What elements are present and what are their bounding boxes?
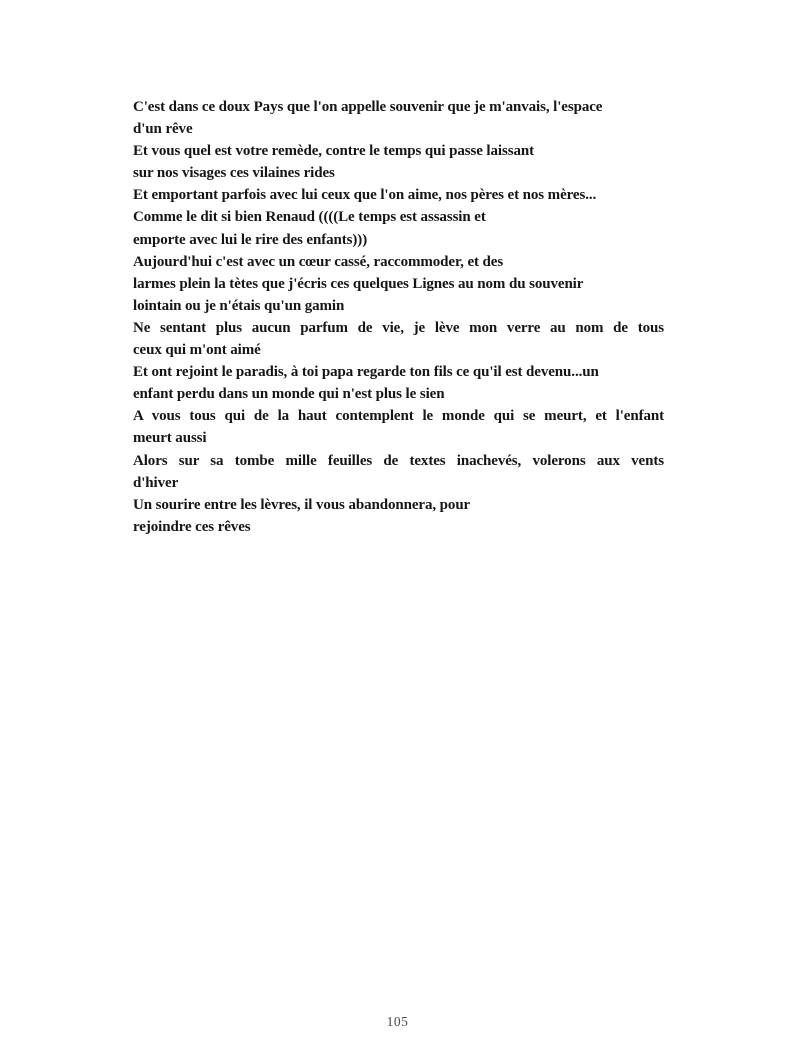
text-line: Un sourire entre les lèvres, il vous abandonnera, pour xyxy=(133,496,471,513)
text-line: sur nos visages ces vilaines rides xyxy=(133,165,335,182)
text-line: Alors sur sa tombe mille feuilles de textes inachevés, volerons aux vents xyxy=(133,452,664,469)
text-line: meurt aussi xyxy=(133,430,207,447)
text-line: d'un rêve xyxy=(133,121,193,138)
poem-text-block xyxy=(133,96,664,538)
text-line: emporte avec lui le rire des enfants))) xyxy=(133,231,368,248)
text-line: Comme le dit si bien Renaud ((((Le temps est assassin et xyxy=(133,209,486,226)
text-line: d'hiver xyxy=(133,474,179,491)
text-line: rejoindre ces rêves xyxy=(133,518,251,535)
text-line: enfant perdu dans un monde qui n'est plus le sien xyxy=(133,386,445,403)
text-line: A vous tous qui de la haut contemplent le monde qui se meurt, et l'enfant xyxy=(133,408,664,425)
text-line: Et vous quel est votre remède, contre le temps qui passe laissant xyxy=(133,143,534,160)
text-line: Et ont rejoint le paradis, à toi papa regarde ton fils ce qu'il est devenu...un xyxy=(133,364,599,381)
text-line: ceux qui m'ont aimé xyxy=(133,342,261,359)
text-line: C'est dans ce doux Pays que l'on appelle souvenir que je m'anvais, l'espace xyxy=(133,99,603,115)
text-line: Et emportant parfois avec lui ceux que l'on aime, nos pères et nos mères... xyxy=(133,187,597,204)
text-line: lointain ou je n'étais qu'un gamin xyxy=(133,297,345,314)
page-number: 105 xyxy=(386,1014,409,1029)
text-line: Ne sentant plus aucun parfum de vie, je lève mon verre au nom de tous xyxy=(133,319,664,336)
text-line: Aujourd'hui c'est avec un cœur cassé, raccommoder, et des xyxy=(133,253,504,270)
text-line: larmes plein la tètes que j'écris ces quelques Lignes au nom du souvenir xyxy=(133,275,584,292)
